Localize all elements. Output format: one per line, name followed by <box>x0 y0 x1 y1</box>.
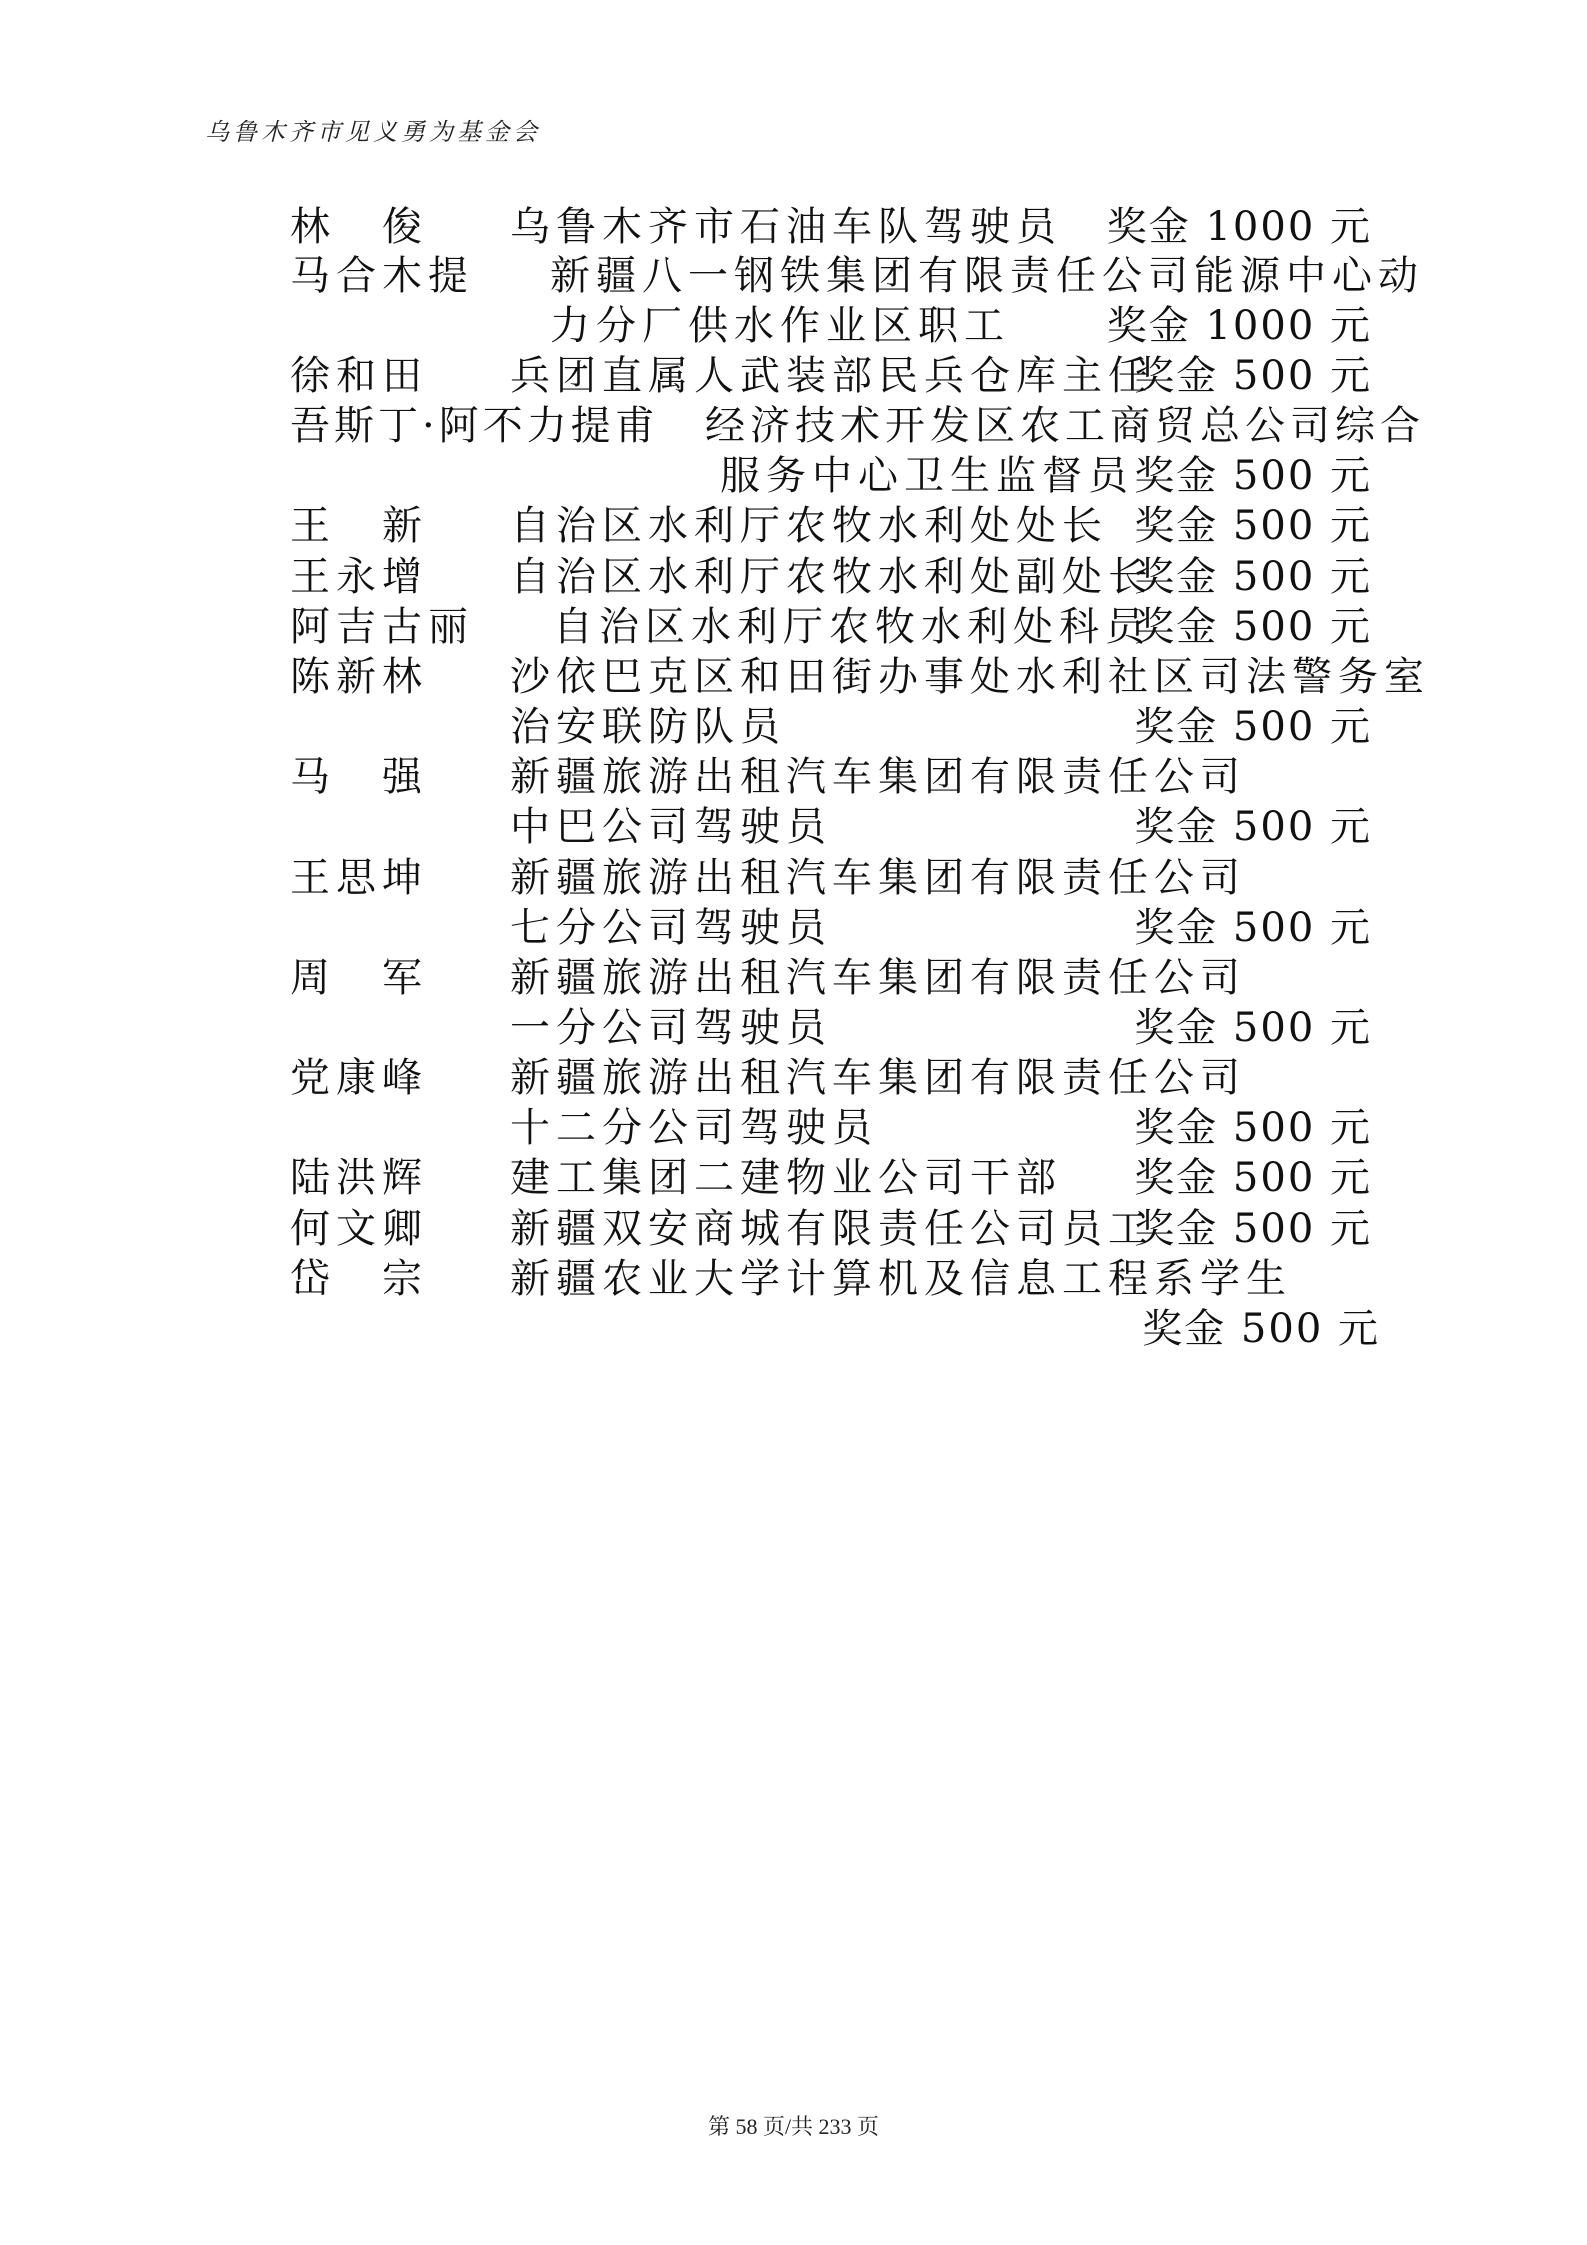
entry-award: 奖金 500 元 <box>1134 503 1372 549</box>
entry-desc: 新疆旅游出租汽车集团有限责任公司 <box>510 1055 1246 1101</box>
entry-name: 王 新 <box>290 503 428 549</box>
entry-desc: 新疆旅游出租汽车集团有限责任公司 <box>510 754 1246 800</box>
entry-desc: 新疆八一钢铁集团有限责任公司能源中心动 <box>550 253 1424 299</box>
entry-desc: 新疆双安商城有限责任公司员工 <box>510 1206 1154 1252</box>
entry-desc: 一分公司驾驶员 <box>510 1005 832 1051</box>
entry-award: 奖金 1000 元 <box>1106 303 1372 349</box>
entry-desc: 中巴公司驾驶员 <box>510 804 832 850</box>
entry-desc: 治安联防队员 <box>510 704 786 750</box>
entry-desc: 力分厂供水作业区职工 <box>550 303 1010 349</box>
entry-desc: 建工集团二建物业公司干部 <box>510 1155 1062 1201</box>
entry-desc: 自治区水利厅农牧水利处科员 <box>553 604 1151 650</box>
entry-desc: 经济技术开发区农工商贸总公司综合 <box>705 403 1425 449</box>
entry-desc: 自治区水利厅农牧水利处副处长 <box>510 554 1154 600</box>
entry-desc: 沙依巴克区和田街办事处水利社区司法警务室 <box>510 654 1430 700</box>
entry-name: 吾斯丁·阿不力提甫 <box>290 403 659 449</box>
entry-award: 奖金 500 元 <box>1134 453 1372 499</box>
entry-award: 奖金 500 元 <box>1134 554 1372 600</box>
entry-award: 奖金 500 元 <box>1134 604 1372 650</box>
entry-desc: 新疆旅游出租汽车集团有限责任公司 <box>510 855 1246 901</box>
entry-name: 徐和田 <box>290 353 428 399</box>
entry-desc: 乌鲁木齐市石油车队驾驶员 <box>510 204 1062 250</box>
entry-name: 马 强 <box>290 754 428 800</box>
page-header: 乌鲁木齐市见义勇为基金会 <box>205 118 541 146</box>
entry-desc: 服务中心卫生监督员 <box>720 453 1134 499</box>
entry-name: 何文卿 <box>290 1206 428 1252</box>
entry-desc: 自治区水利厅农牧水利处处长 <box>510 503 1108 549</box>
entry-award: 奖金 500 元 <box>1134 704 1372 750</box>
entry-award: 奖金 500 元 <box>1134 1005 1372 1051</box>
entry-award: 奖金 500 元 <box>1134 804 1372 850</box>
entry-name: 王思坤 <box>290 855 428 901</box>
entry-desc: 十二分公司驾驶员 <box>510 1105 878 1151</box>
entry-name: 阿吉古丽 <box>290 604 474 650</box>
entry-award: 奖金 500 元 <box>1134 1206 1372 1252</box>
entry-name: 马合木提 <box>290 253 474 299</box>
entry-award: 奖金 500 元 <box>1134 905 1372 951</box>
entry-desc: 新疆农业大学计算机及信息工程系学生 <box>510 1256 1292 1302</box>
entry-award: 奖金 500 元 <box>1134 1105 1372 1151</box>
entry-name: 陆洪辉 <box>290 1155 428 1201</box>
page-footer: 第 58 页/共 233 页 <box>707 2114 880 2139</box>
entry-desc: 七分公司驾驶员 <box>510 905 832 951</box>
entry-award: 奖金 500 元 <box>1142 1306 1380 1352</box>
entry-name: 周 军 <box>290 955 428 1001</box>
entry-award: 奖金 500 元 <box>1134 353 1372 399</box>
entry-name: 党康峰 <box>290 1055 428 1101</box>
entry-name: 陈新林 <box>290 654 428 700</box>
entry-desc: 兵团直属人武装部民兵仓库主任 <box>510 353 1154 399</box>
entry-name: 王永增 <box>290 554 428 600</box>
entry-award: 奖金 500 元 <box>1134 1155 1372 1201</box>
entry-name: 林 俊 <box>290 204 428 250</box>
entry-award: 奖金 1000 元 <box>1106 204 1372 250</box>
entry-desc: 新疆旅游出租汽车集团有限责任公司 <box>510 955 1246 1001</box>
entry-name: 岱 宗 <box>290 1256 428 1302</box>
